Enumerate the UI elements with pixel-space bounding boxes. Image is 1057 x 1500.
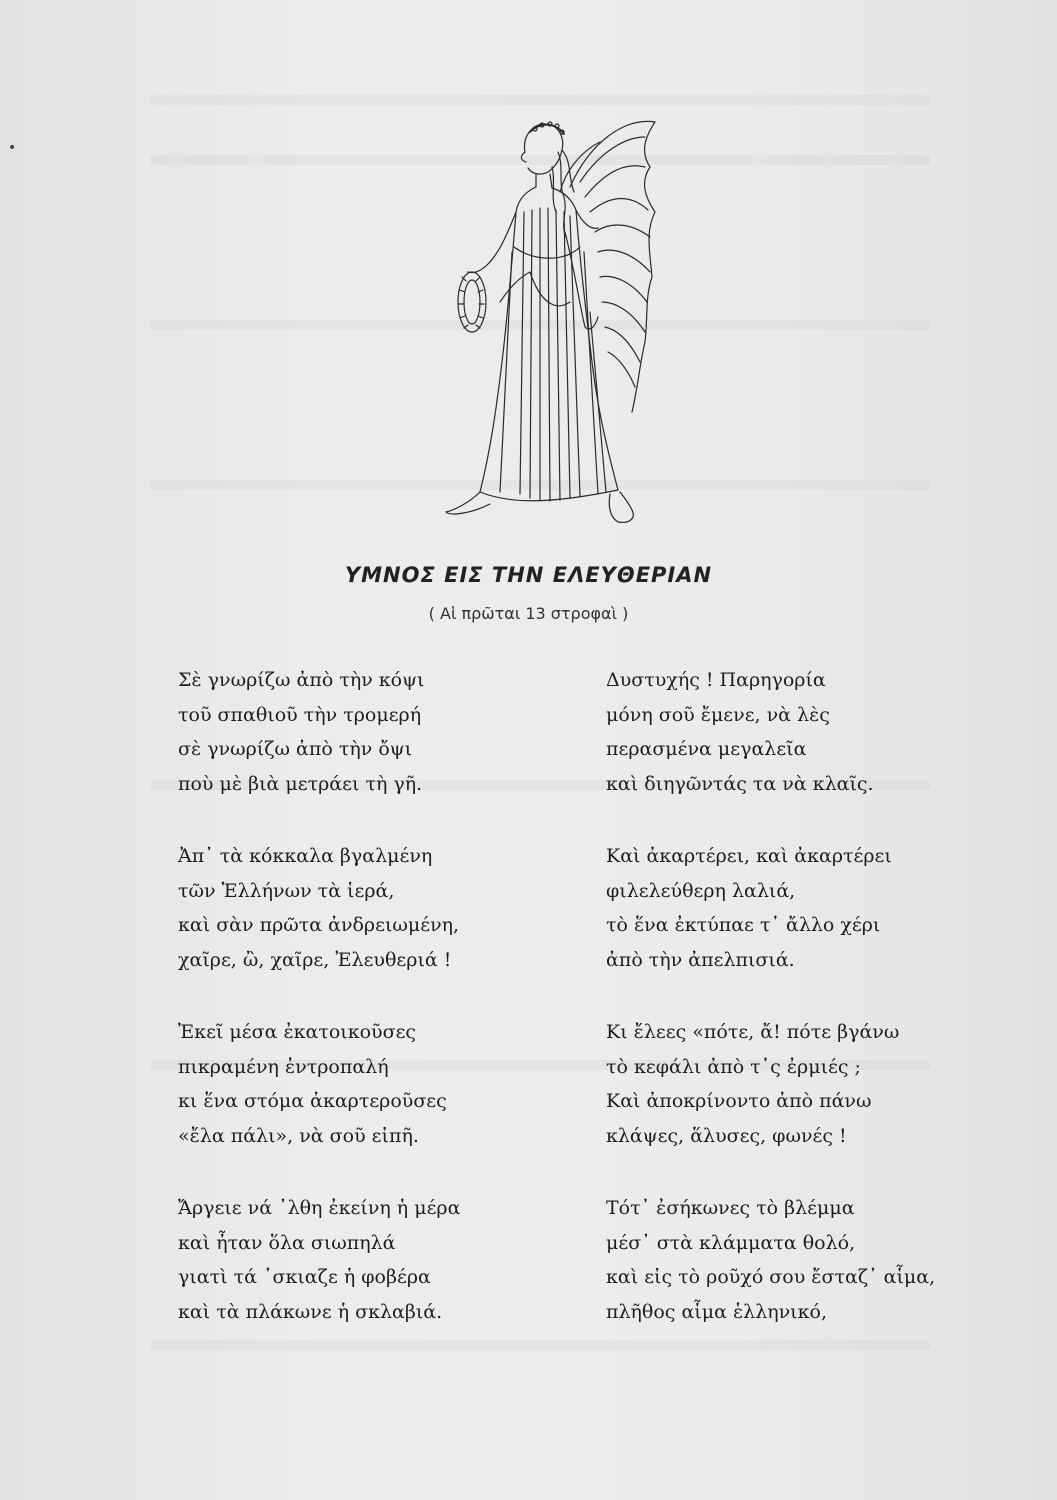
right-column bbox=[606, 663, 1006, 1367]
verse-line: «ἔλα πάλι», νὰ σοῦ εἰπῆ. bbox=[178, 1124, 419, 1147]
verse-line: μόνη σοῦ ἔμενε, νὰ λὲς bbox=[606, 703, 830, 726]
verse-line: Ἄργειε νά ᾽λθη ἐκείνη ἡ μέρα bbox=[178, 1197, 461, 1219]
verse-line: Σὲ γνωρίζω ἀπὸ τὴν κόψι bbox=[178, 669, 425, 691]
verse-line: τὸ ἕνα ἐκτύπαε τ᾽ ἄλλο χέρι bbox=[606, 914, 881, 936]
verse-line: Τότ᾽ ἐσήκωνες τὸ βλέμμα bbox=[606, 1197, 855, 1219]
verse-line: Ἀπ᾽ τὰ κόκκαλα βγαλμένη bbox=[178, 845, 433, 867]
verse-line: πικραμένη ἐντροπαλή bbox=[178, 1055, 389, 1078]
verse-line: περασμένα μεγαλεῖα bbox=[606, 738, 807, 760]
verse-line: ἀπὸ τὴν ἀπελπισιά. bbox=[606, 948, 795, 971]
stanza bbox=[178, 663, 558, 801]
verse-line: τὸ κεφάλι ἀπὸ τ᾽ς ἐρμιές ; bbox=[606, 1055, 861, 1078]
verse-line: σὲ γνωρίζω ἀπὸ τὴν ὄψι bbox=[178, 738, 413, 760]
verse-line: ποὺ μὲ βιὰ μετράει τὴ γῆ. bbox=[178, 772, 423, 795]
verse-line: μέσ᾽ στὰ κλάμματα θολό, bbox=[606, 1231, 856, 1254]
stanza bbox=[178, 1191, 558, 1329]
verse-line: καὶ διηγῶντάς τα νὰ κλαῖς. bbox=[606, 772, 874, 795]
poem-subtitle: ( Αἱ πρῶται 13 στροφαὶ ) bbox=[428, 604, 629, 623]
stanza bbox=[178, 839, 558, 977]
verse-line: φιλελεύθερη λαλιά, bbox=[606, 879, 796, 902]
verse-line: πλῆθος αἷμα ἑλληνικό, bbox=[606, 1300, 827, 1323]
stanza bbox=[178, 1015, 558, 1153]
verse-line: χαῖρε, ὢ, χαῖρε, Ἐλευθεριά ! bbox=[178, 948, 452, 971]
verse-line: κι ἕνα στόμα ἀκαρτεροῦσες bbox=[178, 1090, 447, 1112]
stanza bbox=[606, 663, 1006, 801]
verse-line: Κι ἔλεες «πότε, ἄ! πότε βγάνω bbox=[606, 1021, 900, 1043]
winged-victory-figure-icon bbox=[440, 112, 690, 532]
verse-line: Καὶ ἀποκρίνοντο ἀπὸ πάνω bbox=[606, 1090, 872, 1112]
poem-title: ΥΜΝΟΣ ΕΙΣ ΤΗΝ ΕΛΕΥΘΕΡΙΑΝ bbox=[344, 563, 713, 587]
verse-line: τοῦ σπαθιοῦ τὴν τρομερή bbox=[178, 703, 422, 726]
verse-line: Ἐκεῖ μέσα ἐκατοικοῦσες bbox=[178, 1021, 417, 1043]
verse-line: καὶ εἰς τὸ ροῦχό σου ἔσταζ᾽ αἷμα, bbox=[606, 1266, 936, 1288]
verse-line: καὶ σὰν πρῶτα ἀνδρειωμένη, bbox=[178, 914, 460, 936]
verse-line: γιατὶ τά ᾽σκιαζε ἡ φοβέρα bbox=[178, 1266, 431, 1288]
show-through-line bbox=[150, 95, 930, 105]
left-column bbox=[178, 663, 558, 1367]
verse-line: κλάψες, ἅλυσες, φωνές ! bbox=[606, 1124, 847, 1147]
margin-mark: • bbox=[8, 140, 17, 156]
verse-line: Δυστυχής ! Παρηγορία bbox=[606, 669, 826, 691]
stanza bbox=[606, 839, 1006, 977]
stanza bbox=[606, 1015, 1006, 1153]
stanza bbox=[606, 1191, 1006, 1329]
verse-line: καὶ τὰ πλάκωνε ἡ σκλαβιά. bbox=[178, 1300, 443, 1323]
verse-line: τῶν Ἑλλήνων τὰ ἱερά, bbox=[178, 879, 395, 902]
verse-line: καὶ ἦταν ὅλα σιωπηλά bbox=[178, 1231, 396, 1254]
verse-line: Καὶ ἀκαρτέρει, καὶ ἀκαρτέρει bbox=[606, 845, 892, 867]
